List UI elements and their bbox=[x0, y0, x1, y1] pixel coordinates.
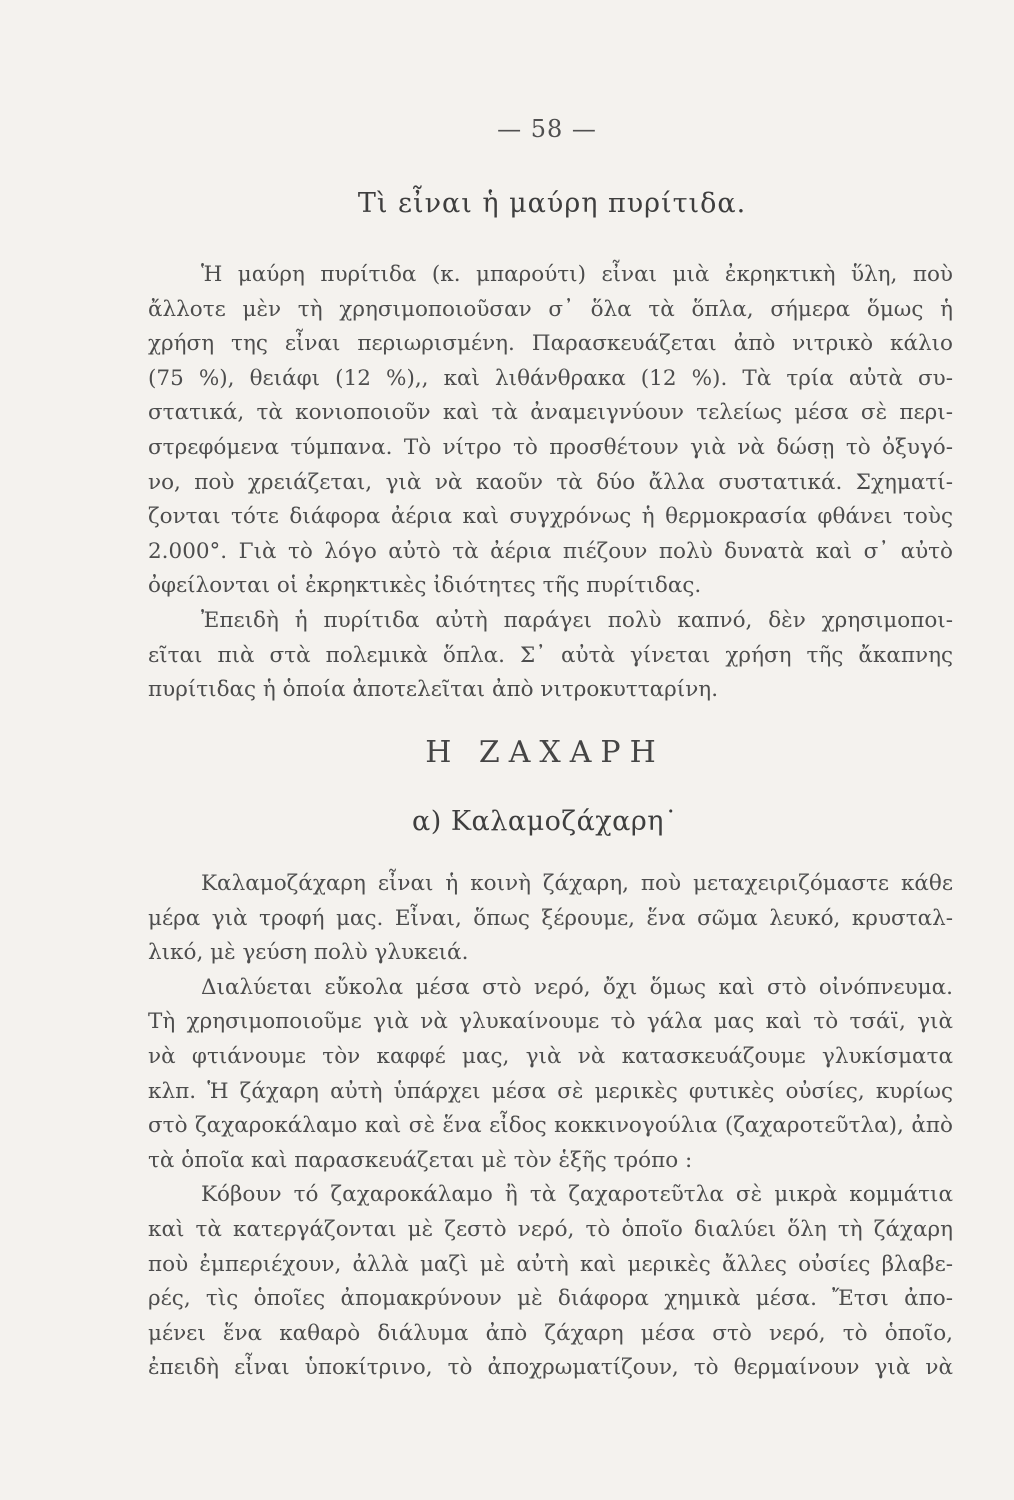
paragraph-line: Ἡ μαύρη πυρίτιδα (κ. μπαρούτι) εἶναι μιὰ ἐκρηκτικὴ ὕλη, ποὺ bbox=[201, 262, 953, 287]
paragraph-line: στὸ ζαχαροκάλαμο καὶ σὲ ἕνα εἶδος κοκκινογούλια (ζαχαροτεῦτλα), ἀπὸ bbox=[148, 1113, 953, 1139]
paragraph-line: νὰ φτιάνουμε τὸν καφφέ μας, γιὰ νὰ κατασκευάζουμε γλυκίσματα bbox=[148, 1043, 953, 1069]
paragraph-line: νο, ποὺ χρειάζεται, γιὰ νὰ καοῦν τὰ δύο ἄλλα συστατικά. Σχηματί- bbox=[148, 469, 953, 495]
section1-body bbox=[148, 258, 953, 708]
paragraph-line: Διαλύεται εὔκολα μέσα στὸ νερό, ὄχι ὅμως καὶ στὸ οἰνόπνευμα. bbox=[201, 974, 953, 1000]
paragraph-line: Ἐπειδὴ ἡ πυρίτιδα αὐτὴ παράγει πολὺ καπνό, δὲν χρησιμοποι- bbox=[201, 607, 953, 633]
paragraph-line: τὰ ὁποῖα καὶ παρασκευάζεται μὲ τὸν ἑξῆς τρόπο : bbox=[148, 1147, 693, 1173]
paragraph-line: στρεφόμενα τύμπανα. Τὸ νίτρο τὸ προσθέτουν γιὰ νὰ δώσῃ τὸ ὀξυγό- bbox=[148, 434, 953, 460]
paragraph-line: ἄλλοτε μὲν τὴ χρησιμοποιοῦσαν σ᾽ ὅλα τὰ ὅπλα, σήμερα ὅμως ἡ bbox=[148, 296, 953, 322]
paragraph-line: (75 %), θειάφι (12 %),, καὶ λιθάνθρακα (12 %). Τὰ τρία αὐτὰ συ- bbox=[148, 365, 953, 391]
paragraph-line: κλπ. Ἡ ζάχαρη αὐτὴ ὑπάρχει μέσα σὲ μερικὲς φυτικὲς οὐσίες, κυρίως bbox=[148, 1078, 953, 1104]
paragraph-line: ρές, τὶς ὁποῖες ἀπομακρύνουν μὲ διάφορα χημικὰ μέσα. Ἔτσι ἀπο- bbox=[148, 1286, 953, 1312]
paragraph-line: χρήση της εἶναι περιωρισμένη. Παρασκευάζεται ἀπὸ νιτρικὸ κάλιο bbox=[148, 331, 953, 357]
paragraph-line: Καλαμοζάχαρη εἶναι ἡ κοινὴ ζάχαρη, ποὺ μεταχειριζόμαστε κάθε bbox=[201, 871, 953, 896]
paragraph-line: πυρίτιδας ἡ ὁποία ἀποτελεῖται ἀπὸ νιτροκυτταρίνη. bbox=[148, 677, 719, 703]
paragraph-line: ζονται τότε διάφορα ἀέρια καὶ συγχρόνως ἡ θερμοκρασία φθάνει τοὺς bbox=[148, 504, 953, 530]
paragraph-line: στατικά, τὰ κονιοποιοῦν καὶ τὰ ἀναμειγνύουν τελείως μέσα σὲ περι- bbox=[148, 400, 953, 426]
paragraph-line: Τὴ χρησιμοποιοῦμε γιὰ νὰ γλυκαίνουμε τὸ γάλα μας καὶ τὸ τσάϊ, γιὰ bbox=[148, 1009, 953, 1035]
paragraph-line: εῖται πιὰ στὰ πολεμικὰ ὅπλα. Σ᾽ αὐτὰ γίνεται χρήση τῆς ἄκαπνης bbox=[148, 642, 953, 668]
paragraph-line: μέρα γιὰ τροφή μας. Εἶναι, ὅπως ξέρουμε, ἕνα σῶμα λευκό, κρυσταλ- bbox=[148, 905, 953, 931]
paragraph-line: ὀφείλονται οἱ ἐκρηκτικὲς ἰδιότητες τῆς πυρίτιδας. bbox=[148, 573, 702, 599]
paragraph-line: Κόβουν τό ζαχαροκάλαμο ἢ τὰ ζαχαροτεῦτλα σὲ μικρὰ κομμάτια bbox=[201, 1182, 953, 1208]
paragraph-line: μένει ἕνα καθαρὸ διάλυμα ἀπὸ ζάχαρη μέσα στὸ νερό, τὸ ὁποῖο, bbox=[148, 1320, 953, 1346]
section2-body bbox=[148, 867, 953, 1386]
paragraph-line: ἐπειδὴ εἶναι ὑποκίτρινο, τὸ ἀποχρωματίζουν, τὸ θερμαίνουν γιὰ νὰ bbox=[148, 1355, 953, 1381]
paragraph-line: 2.000°. Γιὰ τὸ λόγο αὐτὸ τὰ ἀέρια πιέζουν πολὺ δυνατὰ καὶ σ᾽ αὐτὸ bbox=[148, 538, 953, 564]
paragraph-line: καὶ τὰ κατεργάζονται μὲ ζεστὸ νερό, τὸ ὁποῖο διαλύει ὅλη τὴ ζάχαρη bbox=[148, 1216, 953, 1242]
paragraph-line: λικό, μὲ γεύση πολὺ γλυκειά. bbox=[148, 940, 469, 966]
subsection-title-cane-sugar: α) Καλαμοζάχαρη˙ bbox=[412, 806, 678, 837]
page-number: — 58 — bbox=[497, 115, 597, 143]
section-title-sugar: Η ΖΑΧΑΡΗ bbox=[425, 735, 665, 770]
paragraph-line: ποὺ ἐμπεριέχουν, ἀλλὰ μαζὶ μὲ αὐτὴ καὶ μερικὲς ἄλλες οὐσίες βλαβε- bbox=[148, 1251, 953, 1277]
section-heading-black-powder: Τὶ εἶναι ἡ μαύρη πυρίτιδα. bbox=[357, 188, 747, 219]
